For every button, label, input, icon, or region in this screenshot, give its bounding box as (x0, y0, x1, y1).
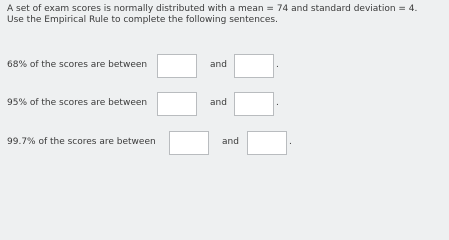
sentence-connector: and (222, 137, 239, 147)
sentence-prefix: 99.7% of the scores are between (7, 137, 156, 147)
answer-box-95-upper[interactable] (234, 92, 274, 116)
problem-statement: A set of exam scores is normally distributed with a mean = 74 and standard deviation = 4. (7, 4, 418, 14)
answer-box-99-7-upper[interactable] (247, 131, 287, 155)
sentence-prefix: 68% of the scores are between (7, 60, 148, 70)
instructions: Use the Empirical Rule to complete the following sentences. (7, 15, 278, 25)
sentence-connector: and (210, 98, 227, 108)
sentence-row-68 (0, 54, 449, 78)
answer-box-99-7-lower[interactable] (169, 131, 209, 155)
sentence-row-95 (0, 92, 449, 116)
sentence-period: . (276, 60, 279, 70)
sentence-row-99-7 (0, 131, 449, 155)
answer-box-68-upper[interactable] (234, 54, 274, 78)
sentence-connector: and (210, 60, 227, 70)
answer-box-95-lower[interactable] (157, 92, 197, 116)
sentence-period: . (289, 137, 292, 147)
sentence-period: . (276, 98, 279, 108)
answer-box-68-lower[interactable] (157, 54, 197, 78)
sentence-prefix: 95% of the scores are between (7, 98, 148, 108)
